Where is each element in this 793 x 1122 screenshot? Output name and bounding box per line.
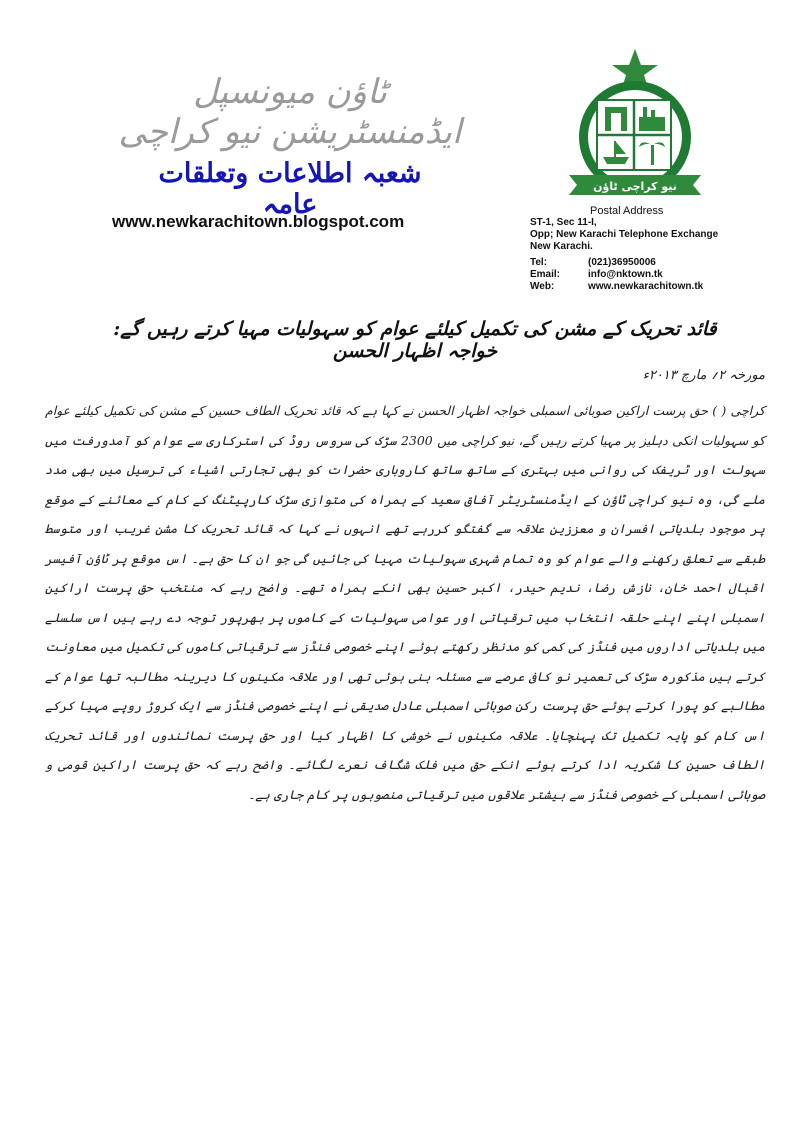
postal-address	[530, 217, 718, 253]
contact-key: Tel:	[530, 257, 548, 268]
article-date: مورخہ ۲؍ مارچ ۲۰۱۳ء	[642, 368, 765, 383]
address-line: ST-1, Sec 11-I,	[530, 217, 597, 228]
contact-value: (021)36950006	[588, 257, 656, 268]
postal-address-label: Postal Address	[590, 205, 664, 217]
contact-email	[530, 269, 663, 280]
contact-value[interactable]: info@nktown.tk	[588, 269, 663, 280]
contact-web	[530, 281, 703, 292]
emblem-banner-text: نیو کراچی ٹاؤن	[593, 180, 677, 193]
address-line: New Karachi.	[530, 241, 593, 252]
article-body: کراچی ( ) حق پرست اراکین صوبائی اسمبلی خواجہ اظہار الحسن نے کہا ہے کہ قائد تحریک الطاف حسین کے مشن کی تکمیل کیلئے عوام کو سہولیات انکی دہلیز پر مہیا کرتے رہیں گے، نیو کراچی میں 2300 سڑک کی سروس روڈ کی استرکاری سے عوام کو آمدورفت میں سہولت اور ٹریفک کی روانی میں بہتری کے ساتھ ساتھ کاروباری حضرات کو بھی تجارتی اشیاء کی ترسیل میں بھی مدد ملے گی، وہ نیو کراچی ٹاؤن کے ایڈمنسٹریٹر آفاق سعید کے ہمراہ کی متوازی سڑک کارپیٹنگ کے کام کے معائنے کے موقع پر موجود بلدیاتی افسران و معززین علاقہ سے گفتگو کررہے تھے انہوں نے کہا کہ قائد تحریک کا مشن غریب اور متوسط طبقے سے تعلق رکھنے والے عوام کو وہ تمام شہری سہولیات مہیا کی جائیں گی جو ان کا حق ہے۔ اس موقع پر ٹاؤن آفیسر اقبال احمد خان، نازش رضا، ندیم حیدر، اکبر حسین بھی انکے ہمراہ تھے۔ واضح رہے کہ منتخب حق پرست اراکین اسمبلی اپنے اپنے حلقہ انتخاب میں ترقیاتی اور عوامی سہولیات کے کاموں پر بھرپور توجہ دے رہے ہیں اس سلسلے میں بلدیاتی اداروں میں فنڈز کی کمی کو مدنظر رکھتے ہوئے اپنے خصوصی فنڈز سے ترقیاتی کاموں کی تکمیل میں معاونت کرتے ہیں مذکورہ سڑک کی تعمیر نو کافی عرصے سے مسئلہ بنی ہوئی تھی اور علاقہ مکینوں کا دیرینہ مطالبہ تھا عوام کے مطالبے کو پورا کرتے ہوئے حق پرست رکن صوبائی اسمبلی عادل صدیقی نے اپنے خصوصی فنڈز سے ایک کروڑ روپے مہیا کرکے اس کام کو پایہ تکمیل تک پہنچایا۔ علاقہ مکینوں نے خوشی کا اظہار کیا اور حق پرست نمائندوں اور قائد تحریک الطاف حسین کا شکریہ ادا کرتے ہوئے انکے حق میں فلک شگاف نعرے لگائے۔ واضح رہے کہ حق پرست اراکین قومی و صوبائی اسمبلی کے خصوصی فنڈز سے بیشتر علاقوں میں ترقیاتی منصوبوں پر کام جاری ہے۔	[45, 403, 765, 802]
address-line: Opp; New Karachi Telephone Exchange	[530, 229, 719, 240]
article-headline: قائد تحریک کے مشن کی تکمیل کیلئے عوام کو سہولیات مہیا کرتے رہیں گے: خواجہ اظہار الحسن	[113, 318, 717, 362]
contact-tel	[530, 257, 656, 268]
department-title: شعبہ اطلاعات وتعلقات عامہ	[158, 158, 422, 220]
org-title: ٹاؤن میونسپل ایڈمنسٹریشن نیو کراچی	[118, 72, 462, 152]
blog-url-link[interactable]: www.newkarachitown.blogspot.com	[112, 212, 405, 231]
town-emblem-icon	[555, 47, 715, 212]
contact-key: Email:	[530, 269, 561, 280]
contact-value[interactable]: www.newkarachitown.tk	[588, 281, 704, 292]
contact-key: Web:	[530, 281, 555, 292]
